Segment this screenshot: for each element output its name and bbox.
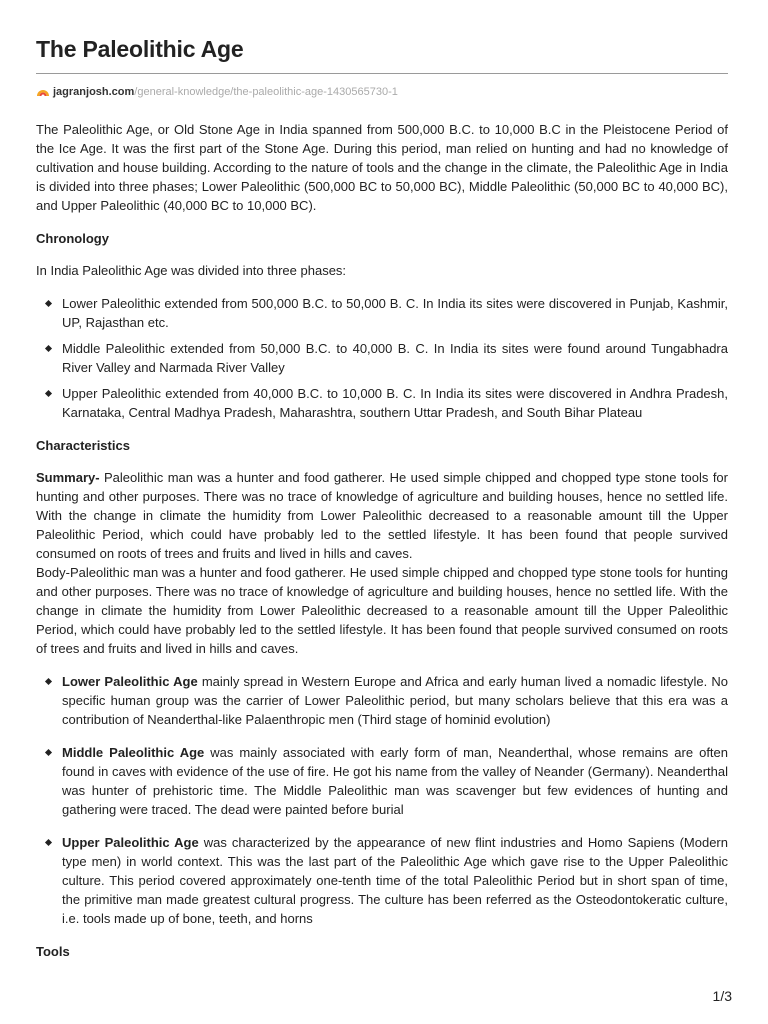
age-text: was characterized by the appearance of new flint industries and Homo Sapiens (Modern type men) in world context. This was the last part of the Paleolithic Age which gave rise to the Upper Paleolithic culture. This period covered approximately one-tenth time of the total Paleolithic Period but in short span of time, the primitive man made greatest cultural progress. The culture has been referred as the Osteodontokeratic culture, i.e. tools made up of bone, teeth, and horns — [62, 835, 728, 926]
bullet-diamond-icon — [45, 345, 52, 352]
bullet-diamond-icon — [45, 839, 52, 846]
list-item — [36, 294, 728, 332]
list-item — [36, 339, 728, 377]
list-item-text: Middle Paleolithic extended from 50,000 B.C. to 40,000 B. C. In India its sites were found around Tungabhadra River Valley and Narmada River Valley — [62, 341, 728, 375]
chronology-heading: Chronology — [36, 231, 109, 246]
list-item — [36, 672, 728, 729]
bullet-diamond-icon — [45, 749, 52, 756]
tools-heading: Tools — [36, 944, 70, 959]
age-label: Upper Paleolithic Age — [62, 835, 199, 850]
characteristics-heading: Characteristics — [36, 438, 130, 453]
source-domain-link[interactable]: jagranjosh.com — [53, 86, 135, 98]
ages-list — [36, 672, 728, 928]
intro-paragraph: The Paleolithic Age, or Old Stone Age in India spanned from 500,000 B.C. to 10,000 B.C in the Pleistocene Period of the Ice Age. It was the first part of the Stone Age. During this period, man relied on hunting and had no knowledge of cultivation and house building. According to the nature of tools and the change in the climate, the Paleolithic Age in India is divided into three phases; Lower Paleolithic (500,000 BC to 50,000 BC), Middle Paleolithic (50,000 BC to 40,000 BC), and Upper Paleolithic (40,000 BC to 10,000 BC). — [36, 122, 728, 213]
summary-label: Summary- — [36, 470, 100, 485]
article-body — [36, 120, 728, 961]
chronology-list — [36, 294, 728, 422]
age-text: mainly spread in Western Europe and Africa and early human lived a nomadic lifestyle. No specific human group was the carrier of Lower Paleolithic period, but many scholars believe that this era was a contribution of Neanderthal-like Palaenthropic men (Third stage of hominid evolution) — [62, 674, 728, 727]
summary-text: Paleolithic man was a hunter and food gatherer. He used simple chipped and chopped type stone tools for hunting and other purposes. There was no trace of knowledge of agriculture and building houses, hence no settled life. With the change in climate the humidity from Lower Paleolithic decreased to a reasonable amount till the Upper Paleolithic Period, which could have probably led to the settled lifestyle. It has been found that people survived consumed on roots of trees and fruits and lived in hills and caves. — [36, 470, 728, 561]
list-item-text: Lower Paleolithic extended from 500,000 B.C. to 50,000 B. C. In India its sites were discovered in Punjab, Kashmir, UP, Rajasthan etc. — [62, 296, 728, 330]
bullet-diamond-icon — [45, 390, 52, 397]
source-path-link[interactable]: /general-knowledge/the-paleolithic-age-1430565730-1 — [134, 86, 398, 98]
body-paragraph: Body-Paleolithic man was a hunter and food gatherer. He used simple chipped and chopped type stone tools for hunting and other purposes. There was no trace of knowledge of agriculture and building houses, hence no settled life. With the change in climate the humidity from Lower Paleolithic decreased to a reasonable amount till the Upper Paleolithic Period, which could have probably led to the settled lifestyle. It has been found that people survived consumed on roots of trees and fruits and lived in hills and caves. — [36, 565, 728, 656]
list-item — [36, 833, 728, 928]
age-label: Lower Paleolithic Age — [62, 674, 198, 689]
list-item — [36, 743, 728, 819]
page-number: 1/3 — [712, 988, 732, 1004]
bullet-diamond-icon — [45, 300, 52, 307]
list-item — [36, 384, 728, 422]
title-divider — [36, 73, 728, 74]
page-title: The Paleolithic Age — [36, 36, 244, 62]
chronology-lead: In India Paleolithic Age was divided into three phases: — [36, 263, 347, 278]
age-label: Middle Paleolithic Age — [62, 745, 205, 760]
age-text: was mainly associated with early form of man, Neanderthal, whose remains are often found in caves with evidence of the use of fire. He got his name from the valley of Neander (Germany). Neanderthal was hunter of prehistoric time. The Middle Paleolithic man was scavenger but few evidences of hunting and gathering were traced. The dead were painted before burial — [62, 745, 729, 817]
jagranjosh-logo-icon — [36, 85, 50, 102]
bullet-diamond-icon — [45, 678, 52, 685]
source-line — [36, 84, 398, 102]
summary-paragraph — [36, 468, 728, 563]
list-item-text: Upper Paleolithic extended from 40,000 B.C. to 10,000 B. C. In India its sites were discovered in Andhra Pradesh, Karnataka, Central Madhya Pradesh, Maharashtra, southern Uttar Pradesh, and South Bihar Plateau — [62, 386, 728, 420]
